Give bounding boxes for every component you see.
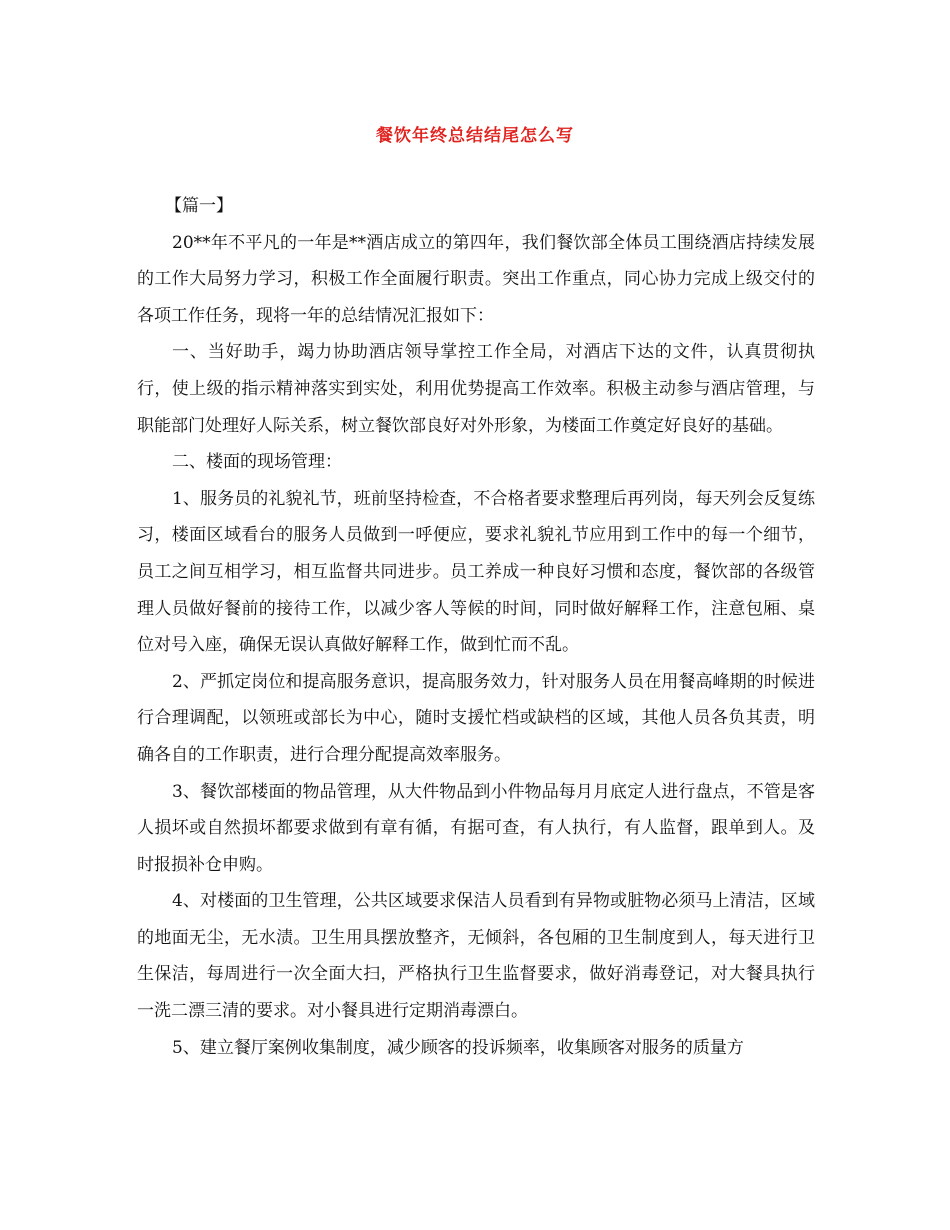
paragraph-intro: 20**年不平凡的一年是**酒店成立的第四年，我们餐饮部全体员工围绕酒店持续发展的工作大局努力学习，积极工作全面履行职责。突出工作重点，同心协力完成上级交付的各项工作任务，现将一年的总结情况汇报如下： <box>137 232 815 326</box>
paragraph-point-2-heading: 二、楼面的现场管理： <box>172 452 342 473</box>
section-heading: 【篇一】 <box>165 196 233 216</box>
paragraph-item-3: 3、餐饮部楼面的物品管理，从大件物品到小件物品每月月底定人进行盘点，不管是客人损坏或自然损坏都要求做到有章有循，有据可查，有人执行，有人监督，跟单到人。及时报损补仓申购。 <box>137 781 815 875</box>
paragraph-item-4: 4、对楼面的卫生管理，公共区域要求保洁人员看到有异物或脏物必须马上清洁，区域的地面无尘，无水渍。卫生用具摆放整齐，无倾斜，各包厢的卫生制度到人，每天进行卫生保洁，每周进行一次全面大扫，严格执行卫生监督要求，做好消毒登记，对大餐具执行一洗二漂三清的要求。对小餐具进行定期消毒漂白。 <box>137 891 815 1022</box>
paragraph-item-5: 5、建立餐厅案例收集制度，减少顾客的投诉频率，收集顾客对服务的质量方 <box>172 1037 744 1058</box>
paragraph-item-2: 2、严抓定岗位和提高服务意识，提高服务效力，针对服务人员在用餐高峰期的时候进行合理调配，以领班或部长为中心，随时支援忙档或缺档的区域，其他人员各负其责，明确各自的工作职责，进行合理分配提高效率服务。 <box>137 671 815 765</box>
document-title: 餐饮年终总结结尾怎么写 <box>376 126 574 146</box>
document-body <box>137 188 815 1066</box>
paragraph-item-1: 1、服务员的礼貌礼节，班前坚持检查，不合格者要求整理后再列岗，每天列会反复练习，楼面区域看台的服务人员做到一呼便应，要求礼貌礼节应用到工作中的每一个细节，员工之间互相学习，相互监督共同进步。员工养成一种良好习惯和态度，餐饮部的各级管理人员做好餐前的接待工作，以减少客人等候的时间，同时做好解释工作，注意包厢、桌位对号入座，确保无误认真做好解释工作，做到忙而不乱。 <box>137 488 815 656</box>
paragraph-point-1: 一、当好助手，竭力协助酒店领导掌控工作全局，对酒店下达的文件，认真贯彻执行，使上级的指示精神落实到实处，利用优势提高工作效率。积极主动参与酒店管理，与职能部门处理好人际关系，树立餐饮部良好对外形象，为楼面工作奠定好良好的基础。 <box>137 342 815 436</box>
